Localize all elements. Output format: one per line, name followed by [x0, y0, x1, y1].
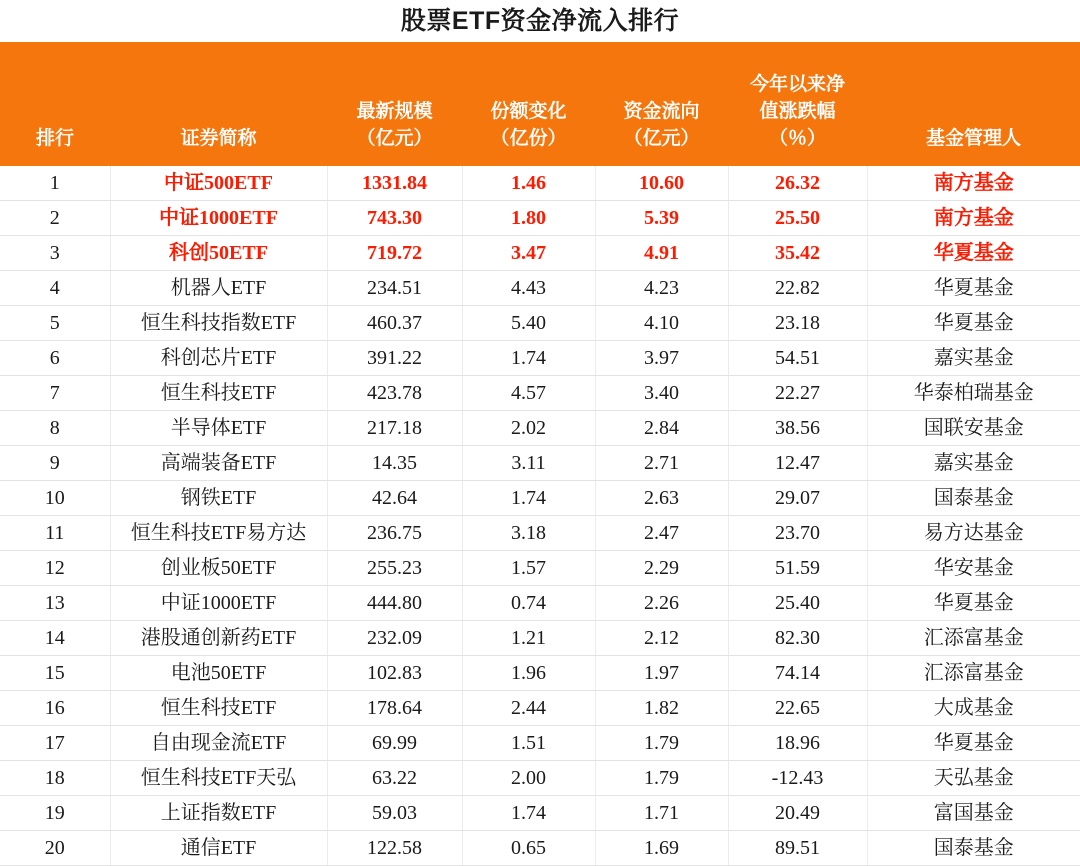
table-row: [0, 481, 1080, 516]
cell-manager: 大成基金: [867, 691, 1080, 726]
cell-rank: 4: [0, 271, 110, 306]
cell-manager: 易方达基金: [867, 516, 1080, 551]
cell-share-change: 3.47: [462, 236, 595, 271]
cell-scale: 255.23: [327, 551, 462, 586]
cell-ytd-change: 82.30: [728, 621, 867, 656]
cell-rank: 12: [0, 551, 110, 586]
cell-share-change: 1.57: [462, 551, 595, 586]
cell-rank: 15: [0, 656, 110, 691]
table-row: [0, 376, 1080, 411]
cell-security-name: 自由现金流ETF: [110, 726, 327, 761]
table-row: [0, 341, 1080, 376]
table-row: [0, 411, 1080, 446]
cell-share-change: 2.02: [462, 411, 595, 446]
cell-rank: 7: [0, 376, 110, 411]
cell-fund-flow: 4.10: [595, 306, 728, 341]
cell-scale: 391.22: [327, 341, 462, 376]
cell-manager: 南方基金: [867, 201, 1080, 236]
cell-manager: 华夏基金: [867, 271, 1080, 306]
cell-manager: 华夏基金: [867, 586, 1080, 621]
column-header-scale: 最新规模 （亿元）: [327, 42, 462, 166]
cell-security-name: 港股通创新药ETF: [110, 621, 327, 656]
cell-scale: 236.75: [327, 516, 462, 551]
cell-share-change: 1.96: [462, 656, 595, 691]
cell-share-change: 4.43: [462, 271, 595, 306]
cell-ytd-change: 74.14: [728, 656, 867, 691]
cell-rank: 2: [0, 201, 110, 236]
cell-share-change: 0.65: [462, 831, 595, 866]
cell-fund-flow: 4.91: [595, 236, 728, 271]
cell-rank: 8: [0, 411, 110, 446]
cell-manager: 富国基金: [867, 796, 1080, 831]
column-header-fund-flow: 资金流向 （亿元）: [595, 42, 728, 166]
cell-ytd-change: 22.65: [728, 691, 867, 726]
column-header-name: 证券简称: [110, 42, 327, 166]
cell-ytd-change: 12.47: [728, 446, 867, 481]
cell-security-name: 中证500ETF: [110, 166, 327, 201]
table-row: [0, 656, 1080, 691]
cell-ytd-change: 22.27: [728, 376, 867, 411]
cell-security-name: 通信ETF: [110, 831, 327, 866]
cell-scale: 59.03: [327, 796, 462, 831]
cell-security-name: 科创芯片ETF: [110, 341, 327, 376]
table-row: [0, 166, 1080, 201]
cell-rank: 9: [0, 446, 110, 481]
cell-fund-flow: 5.39: [595, 201, 728, 236]
table-row: [0, 201, 1080, 236]
column-header-manager: 基金管理人: [867, 42, 1080, 166]
cell-ytd-change: 26.32: [728, 166, 867, 201]
cell-scale: 42.64: [327, 481, 462, 516]
cell-rank: 18: [0, 761, 110, 796]
cell-ytd-change: -12.43: [728, 761, 867, 796]
cell-fund-flow: 2.84: [595, 411, 728, 446]
cell-ytd-change: 89.51: [728, 831, 867, 866]
table-row: [0, 551, 1080, 586]
cell-security-name: 中证1000ETF: [110, 201, 327, 236]
table-row: [0, 726, 1080, 761]
cell-rank: 13: [0, 586, 110, 621]
cell-share-change: 3.18: [462, 516, 595, 551]
cell-security-name: 恒生科技ETF: [110, 376, 327, 411]
cell-scale: 1331.84: [327, 166, 462, 201]
cell-manager: 华安基金: [867, 551, 1080, 586]
cell-manager: 汇添富基金: [867, 621, 1080, 656]
cell-ytd-change: 25.50: [728, 201, 867, 236]
cell-security-name: 科创50ETF: [110, 236, 327, 271]
cell-ytd-change: 23.70: [728, 516, 867, 551]
table-row: [0, 761, 1080, 796]
cell-scale: 444.80: [327, 586, 462, 621]
table-row: [0, 621, 1080, 656]
cell-ytd-change: 22.82: [728, 271, 867, 306]
cell-scale: 14.35: [327, 446, 462, 481]
cell-fund-flow: 2.26: [595, 586, 728, 621]
cell-share-change: 5.40: [462, 306, 595, 341]
cell-manager: 天弘基金: [867, 761, 1080, 796]
cell-scale: 234.51: [327, 271, 462, 306]
cell-share-change: 1.51: [462, 726, 595, 761]
cell-fund-flow: 2.29: [595, 551, 728, 586]
cell-fund-flow: 4.23: [595, 271, 728, 306]
cell-security-name: 创业板50ETF: [110, 551, 327, 586]
cell-share-change: 1.21: [462, 621, 595, 656]
cell-security-name: 中证1000ETF: [110, 586, 327, 621]
cell-fund-flow: 1.97: [595, 656, 728, 691]
cell-scale: 178.64: [327, 691, 462, 726]
cell-ytd-change: 23.18: [728, 306, 867, 341]
cell-security-name: 恒生科技ETF天弘: [110, 761, 327, 796]
cell-share-change: 1.74: [462, 481, 595, 516]
cell-ytd-change: 20.49: [728, 796, 867, 831]
cell-fund-flow: 2.12: [595, 621, 728, 656]
cell-manager: 国泰基金: [867, 481, 1080, 516]
cell-scale: 217.18: [327, 411, 462, 446]
cell-share-change: 3.11: [462, 446, 595, 481]
cell-manager: 嘉实基金: [867, 341, 1080, 376]
cell-rank: 1: [0, 166, 110, 201]
cell-fund-flow: 2.47: [595, 516, 728, 551]
cell-share-change: 1.80: [462, 201, 595, 236]
cell-ytd-change: 35.42: [728, 236, 867, 271]
cell-security-name: 钢铁ETF: [110, 481, 327, 516]
cell-rank: 5: [0, 306, 110, 341]
table-body: [0, 166, 1080, 866]
cell-fund-flow: 3.97: [595, 341, 728, 376]
cell-fund-flow: 2.63: [595, 481, 728, 516]
cell-ytd-change: 54.51: [728, 341, 867, 376]
cell-manager: 华夏基金: [867, 726, 1080, 761]
table-header-row: [0, 42, 1080, 166]
cell-rank: 11: [0, 516, 110, 551]
cell-rank: 19: [0, 796, 110, 831]
table-row: [0, 796, 1080, 831]
cell-share-change: 2.00: [462, 761, 595, 796]
cell-share-change: 1.46: [462, 166, 595, 201]
cell-fund-flow: 1.69: [595, 831, 728, 866]
cell-fund-flow: 1.71: [595, 796, 728, 831]
cell-scale: 743.30: [327, 201, 462, 236]
cell-rank: 6: [0, 341, 110, 376]
cell-fund-flow: 1.79: [595, 726, 728, 761]
cell-scale: 423.78: [327, 376, 462, 411]
cell-security-name: 恒生科技指数ETF: [110, 306, 327, 341]
cell-ytd-change: 29.07: [728, 481, 867, 516]
cell-scale: 460.37: [327, 306, 462, 341]
cell-security-name: 电池50ETF: [110, 656, 327, 691]
cell-rank: 17: [0, 726, 110, 761]
cell-ytd-change: 25.40: [728, 586, 867, 621]
cell-manager: 华夏基金: [867, 236, 1080, 271]
table-row: [0, 691, 1080, 726]
cell-fund-flow: 3.40: [595, 376, 728, 411]
column-header-share-change: 份额变化 （亿份）: [462, 42, 595, 166]
cell-scale: 63.22: [327, 761, 462, 796]
cell-rank: 16: [0, 691, 110, 726]
cell-manager: 国泰基金: [867, 831, 1080, 866]
cell-manager: 南方基金: [867, 166, 1080, 201]
cell-rank: 20: [0, 831, 110, 866]
etf-ranking-table: [0, 42, 1080, 866]
cell-scale: 719.72: [327, 236, 462, 271]
cell-fund-flow: 1.82: [595, 691, 728, 726]
cell-scale: 69.99: [327, 726, 462, 761]
table-row: [0, 516, 1080, 551]
cell-security-name: 恒生科技ETF: [110, 691, 327, 726]
cell-rank: 10: [0, 481, 110, 516]
cell-scale: 102.83: [327, 656, 462, 691]
cell-ytd-change: 51.59: [728, 551, 867, 586]
column-header-rank: 排行: [0, 42, 110, 166]
cell-security-name: 高端装备ETF: [110, 446, 327, 481]
cell-share-change: 1.74: [462, 341, 595, 376]
cell-share-change: 0.74: [462, 586, 595, 621]
cell-security-name: 恒生科技ETF易方达: [110, 516, 327, 551]
cell-manager: 华泰柏瑞基金: [867, 376, 1080, 411]
table-row: [0, 831, 1080, 866]
cell-share-change: 4.57: [462, 376, 595, 411]
table-row: [0, 236, 1080, 271]
cell-manager: 华夏基金: [867, 306, 1080, 341]
cell-share-change: 1.74: [462, 796, 595, 831]
cell-fund-flow: 2.71: [595, 446, 728, 481]
cell-security-name: 机器人ETF: [110, 271, 327, 306]
cell-ytd-change: 18.96: [728, 726, 867, 761]
table-row: [0, 586, 1080, 621]
cell-manager: 汇添富基金: [867, 656, 1080, 691]
cell-fund-flow: 1.79: [595, 761, 728, 796]
page-title: 股票ETF资金净流入排行: [400, 7, 680, 35]
table-row: [0, 446, 1080, 481]
cell-scale: 122.58: [327, 831, 462, 866]
cell-manager: 国联安基金: [867, 411, 1080, 446]
table-row: [0, 306, 1080, 341]
cell-security-name: 上证指数ETF: [110, 796, 327, 831]
cell-rank: 3: [0, 236, 110, 271]
cell-share-change: 2.44: [462, 691, 595, 726]
cell-scale: 232.09: [327, 621, 462, 656]
table-row: [0, 271, 1080, 306]
cell-fund-flow: 10.60: [595, 166, 728, 201]
table-header: [0, 42, 1080, 166]
cell-security-name: 半导体ETF: [110, 411, 327, 446]
cell-rank: 14: [0, 621, 110, 656]
cell-manager: 嘉实基金: [867, 446, 1080, 481]
cell-ytd-change: 38.56: [728, 411, 867, 446]
column-header-ytd-change: 今年以来净 值涨跌幅 （％）: [728, 42, 867, 166]
